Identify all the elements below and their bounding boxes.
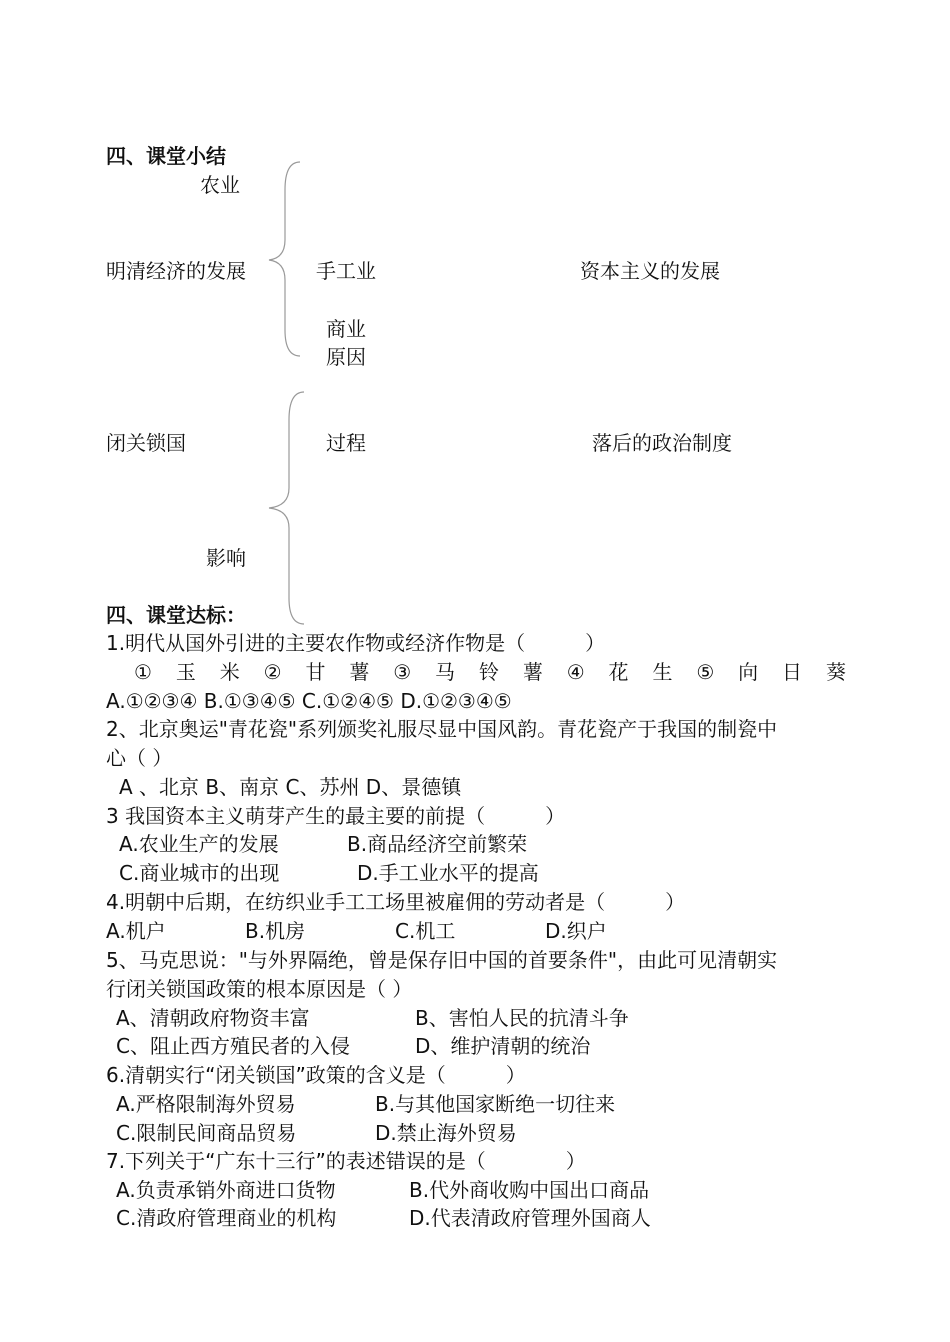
summary-agriculture: 农业	[200, 173, 240, 197]
q6-stem: 6.清朝实行“闭关锁国”政策的含义是（ ）	[106, 1063, 526, 1087]
q1-item: 米	[219, 660, 240, 684]
q1-item: 马	[435, 660, 456, 684]
q1-item: 甘	[305, 660, 326, 684]
q4-option-a: A.机户	[106, 919, 166, 943]
q6-option-b: B.与其他国家断绝一切往来	[375, 1092, 616, 1116]
q7-stem: 7.下列关于“广东十三行”的表述错误的是（ ）	[106, 1149, 586, 1173]
q1-items	[134, 662, 846, 682]
q6-option-d: D.禁止海外贸易	[375, 1121, 517, 1145]
summary-political-system: 落后的政治制度	[592, 431, 732, 455]
q5-stem-line2: 行闭关锁国政策的根本原因是（ ）	[106, 977, 413, 1001]
q1-item: 薯	[349, 660, 370, 684]
q1-item: 薯	[522, 660, 543, 684]
q1-item: ④	[566, 660, 585, 684]
q3-option-c: C.商业城市的出现	[119, 861, 280, 885]
economy-brace	[262, 160, 312, 360]
q7-option-a: A.负责承销外商进口货物	[116, 1178, 336, 1202]
q1-item: ①	[134, 660, 152, 684]
q5-option-d: D、维护清朝的统治	[415, 1034, 591, 1058]
q1-item: 铃	[478, 660, 499, 684]
q1-item: ②	[263, 660, 282, 684]
summary-commerce: 商业	[326, 317, 366, 341]
q5-option-c: C、阻止西方殖民者的入侵	[116, 1034, 350, 1058]
summary-process: 过程	[326, 431, 366, 455]
q7-option-b: B.代外商收购中国出口商品	[409, 1178, 650, 1202]
q1-item: 花	[608, 660, 629, 684]
q1-item: 日	[782, 660, 803, 684]
q3-stem: 3 我国资本主义萌芽产生的最主要的前提（ ）	[106, 804, 566, 828]
q5-option-a: A、清朝政府物资丰富	[116, 1006, 310, 1030]
q6-option-c: C.限制民间商品贸易	[116, 1121, 297, 1145]
isolation-brace	[262, 390, 312, 630]
q5-stem-line1: 5、马克思说："与外界隔绝，曾是保存旧中国的首要条件"，由此可见清朝实	[106, 948, 778, 972]
summary-isolation-topic: 闭关锁国	[106, 431, 186, 455]
q4-option-d: D.织户	[545, 919, 607, 943]
q7-option-d: D.代表清政府管理外国商人	[409, 1206, 651, 1230]
q3-option-a: A.农业生产的发展	[119, 832, 279, 856]
summary-reason: 原因	[326, 345, 366, 369]
q3-option-d: D.手工业水平的提高	[357, 861, 539, 885]
q3-option-b: B.商品经济空前繁荣	[347, 832, 528, 856]
q2-stem-line1: 2、北京奥运"青花瓷"系列颁奖礼服尽显中国风韵。青花瓷产于我国的制瓷中	[106, 717, 778, 741]
q1-item: 生	[652, 660, 673, 684]
q4-stem: 4.明朝中后期，在纺织业手工工场里被雇佣的劳动者是（ ）	[106, 890, 686, 914]
q1-item: 向	[738, 660, 759, 684]
summary-capitalism: 资本主义的发展	[580, 259, 720, 283]
q4-option-b: B.机房	[245, 919, 306, 943]
q2-options: A 、北京 B、南京 C、苏州 D、景德镇	[119, 775, 462, 799]
q1-stem: 1.明代从国外引进的主要农作物或经济作物是（ ）	[106, 631, 606, 655]
exercise-heading: 四、课堂达标：	[106, 603, 246, 627]
summary-economy-topic: 明清经济的发展	[106, 259, 246, 283]
q1-item: ③	[393, 660, 412, 684]
q1-item: 葵	[825, 660, 846, 684]
q4-option-c: C.机工	[395, 919, 456, 943]
summary-handicraft: 手工业	[316, 259, 376, 283]
q5-option-b: B、害怕人民的抗清斗争	[415, 1006, 629, 1030]
summary-heading: 四、课堂小结	[106, 144, 226, 168]
q1-item: ⑤	[696, 660, 715, 684]
summary-impact: 影响	[206, 546, 246, 570]
q1-item: 玉	[175, 660, 196, 684]
q6-option-a: A.严格限制海外贸易	[116, 1092, 296, 1116]
q2-stem-line2: 心（ ）	[106, 746, 173, 770]
q1-options: A.①②③④ B.①③④⑤ C.①②④⑤ D.①②③④⑤	[106, 689, 512, 713]
q7-option-c: C.清政府管理商业的机构	[116, 1206, 337, 1230]
